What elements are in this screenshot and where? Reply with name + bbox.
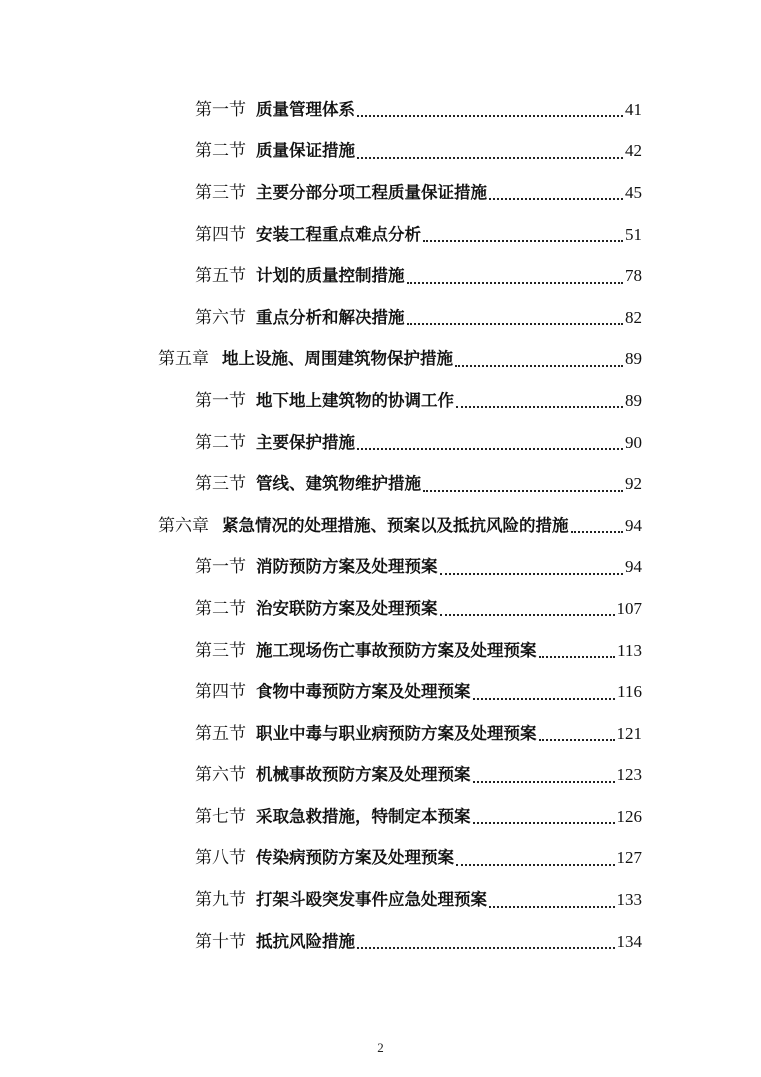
toc-chapter-entry[interactable] [0, 339, 642, 381]
toc-dot-leader [440, 613, 615, 616]
toc-entry-page-number: 42 [625, 141, 642, 161]
toc-dot-leader [489, 905, 615, 908]
toc-entry-page-number: 123 [616, 765, 642, 785]
toc-section-entry[interactable] [0, 463, 642, 505]
toc-dot-leader [571, 530, 624, 533]
toc-entry-title: 管线、建筑物维护措施 [256, 474, 421, 494]
toc-entry-label: 第五节 [195, 266, 246, 287]
toc-entry-page-number: 126 [616, 806, 642, 826]
toc-dot-leader [440, 572, 624, 575]
toc-section-entry[interactable] [0, 89, 642, 131]
toc-entry-label: 第一节 [195, 99, 246, 120]
toc-entry-page-number: 127 [616, 848, 642, 868]
toc-section-entry[interactable] [0, 588, 642, 630]
toc-entry-title: 质量管理体系 [256, 99, 355, 119]
toc-section-entry[interactable] [0, 713, 642, 755]
toc-dot-leader [455, 364, 623, 367]
toc-entry-label: 第二节 [195, 432, 246, 453]
toc-entry-title: 主要保护措施 [256, 432, 355, 452]
toc-section-entry[interactable] [0, 671, 642, 713]
toc-entry-page-number: 41 [625, 99, 642, 119]
toc-entry-page-number: 51 [625, 224, 642, 244]
toc-entry-label: 第四节 [195, 682, 246, 703]
toc-section-entry[interactable] [0, 879, 642, 921]
toc-entry-title: 地下地上建筑物的协调工作 [256, 390, 454, 410]
toc-entry-title: 安装工程重点难点分析 [256, 224, 421, 244]
toc-entry-title: 主要分部分项工程质量保证措施 [256, 182, 487, 202]
toc-section-entry[interactable] [0, 255, 642, 297]
toc-dot-leader [473, 780, 615, 783]
toc-entry-page-number: 78 [625, 266, 642, 286]
toc-entry-page-number: 82 [625, 307, 642, 327]
toc-entry-title: 传染病预防方案及处理预案 [256, 848, 454, 868]
toc-entry-label: 第七节 [195, 806, 246, 827]
toc-entry-label: 第六节 [195, 307, 246, 328]
toc-dot-leader [489, 197, 623, 200]
toc-entry-page-number: 121 [616, 723, 642, 743]
toc-dot-leader [423, 489, 623, 492]
toc-entry-page-number: 90 [625, 432, 642, 452]
toc-dot-leader [473, 697, 616, 700]
toc-dot-leader [539, 738, 615, 741]
toc-section-entry[interactable] [0, 131, 642, 173]
toc-section-entry[interactable] [0, 547, 642, 589]
toc-entry-label: 第三节 [195, 640, 246, 661]
toc-entry-label: 第六节 [195, 765, 246, 786]
toc-entry-page-number: 94 [625, 515, 642, 535]
toc-dot-leader [407, 322, 624, 325]
toc-entry-label: 第八节 [195, 848, 246, 869]
toc-entry-title: 地上设施、周围建筑物保护措施 [222, 349, 453, 369]
toc-dot-leader [357, 447, 623, 450]
toc-entry-label: 第十节 [195, 931, 246, 952]
toc-entry-label: 第五节 [195, 723, 246, 744]
toc-entry-title: 打架斗殴突发事件应急处理预案 [256, 890, 487, 910]
toc-section-entry[interactable] [0, 838, 642, 880]
toc-entry-label: 第五章 [158, 349, 209, 370]
toc-entry-label: 第四节 [195, 224, 246, 245]
toc-section-entry[interactable] [0, 422, 642, 464]
toc-entry-title: 抵抗风险措施 [256, 931, 355, 951]
toc-entry-page-number: 134 [616, 931, 642, 951]
toc-entry-label: 第三节 [195, 182, 246, 203]
toc-dot-leader [456, 863, 615, 866]
toc-entry-page-number: 94 [625, 557, 642, 577]
toc-entry-label: 第九节 [195, 890, 246, 911]
toc-section-entry[interactable] [0, 172, 642, 214]
toc-entry-label: 第一节 [195, 557, 246, 578]
toc-dot-leader [357, 156, 623, 159]
toc-entry-title: 食物中毒预防方案及处理预案 [256, 682, 471, 702]
toc-chapter-entry[interactable] [0, 505, 642, 547]
toc-entry-title: 职业中毒与职业病预防方案及处理预案 [256, 723, 537, 743]
toc-section-entry[interactable] [0, 380, 642, 422]
toc-dot-leader [357, 946, 615, 949]
toc-dot-leader [456, 405, 623, 408]
toc-entry-title: 紧急情况的处理措施、预案以及抵抗风险的措施 [222, 515, 569, 535]
toc-entry-title: 消防预防方案及处理预案 [256, 557, 438, 577]
toc-section-entry[interactable] [0, 796, 642, 838]
toc-entry-label: 第六章 [158, 515, 209, 536]
toc-section-entry[interactable] [0, 214, 642, 256]
toc-entry-label: 第二节 [195, 141, 246, 162]
toc-entry-title: 质量保证措施 [256, 141, 355, 161]
toc-section-entry[interactable] [0, 921, 642, 963]
toc-entry-page-number: 113 [617, 640, 642, 660]
toc-dot-leader [357, 114, 623, 117]
toc-entry-page-number: 92 [625, 474, 642, 494]
toc-entry-page-number: 89 [625, 349, 642, 369]
toc-entry-title: 重点分析和解决措施 [256, 307, 405, 327]
toc-dot-leader [407, 281, 624, 284]
toc-entry-title: 计划的质量控制措施 [256, 266, 405, 286]
toc-entry-label: 第一节 [195, 390, 246, 411]
toc-entry-page-number: 107 [616, 598, 642, 618]
toc-section-entry[interactable] [0, 755, 642, 797]
toc-dot-leader [473, 821, 615, 824]
toc-entry-page-number: 133 [616, 890, 642, 910]
toc-entry-title: 机械事故预防方案及处理预案 [256, 765, 471, 785]
toc-dot-leader [539, 655, 616, 658]
toc-dot-leader [423, 239, 623, 242]
toc-entry-page-number: 45 [625, 182, 642, 202]
toc-entry-title: 采取急救措施，特制定本预案 [256, 806, 471, 826]
toc-entry-label: 第二节 [195, 598, 246, 619]
toc-entry-title: 治安联防方案及处理预案 [256, 598, 438, 618]
page-number: 2 [377, 1040, 384, 1055]
toc-section-entry[interactable] [0, 297, 642, 339]
toc-entry-label: 第三节 [195, 474, 246, 495]
toc-entry-page-number: 116 [617, 682, 642, 702]
toc-section-entry[interactable] [0, 630, 642, 672]
toc-entry-page-number: 89 [625, 390, 642, 410]
table-of-contents [0, 89, 761, 962]
toc-entry-title: 施工现场伤亡事故预防方案及处理预案 [256, 640, 537, 660]
